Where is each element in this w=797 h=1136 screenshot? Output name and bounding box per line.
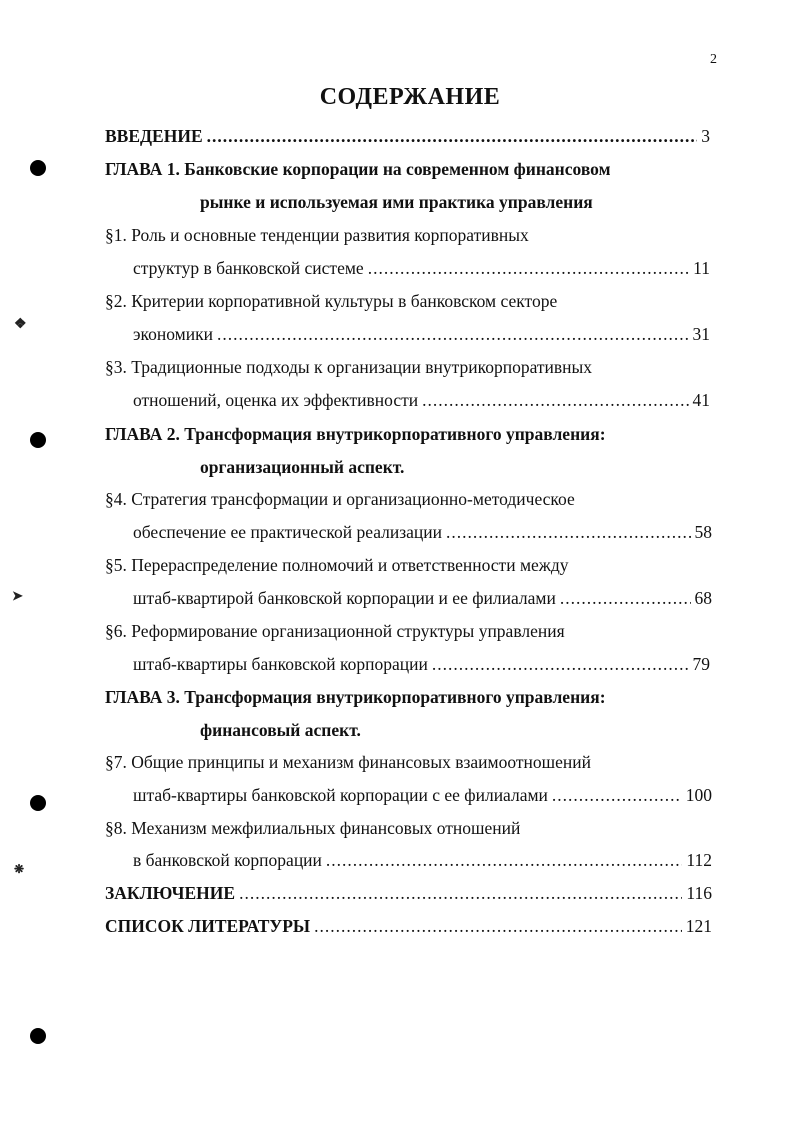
toc-entry-label: §1. Роль и основные тенденции развития корпоративных: [105, 225, 529, 245]
toc-section-7-line-1[interactable]: [105, 750, 591, 774]
dot-leader: [432, 652, 689, 676]
toc-entry-label: ГЛАВА 1. Банковские корпорации на современном финансовом: [105, 159, 611, 179]
toc-entry-label: §2. Критерии корпоративной культуры в банковском секторе: [105, 291, 558, 311]
toc-chapter-3-line-2[interactable]: [200, 718, 361, 742]
toc-page-number: 68: [694, 588, 712, 608]
toc-entry-conclusion[interactable]: [105, 881, 712, 905]
scan-speck: ❋: [14, 862, 25, 876]
toc-entry-label: ГЛАВА 2. Трансформация внутрикорпоративного управления:: [105, 424, 606, 444]
toc-page-number: 100: [685, 785, 712, 805]
toc-entry-label: §8. Механизм межфилиальных финансовых отношений: [105, 818, 521, 838]
toc-entry-label: структур в банковской системе: [133, 258, 364, 278]
toc-entry-label: §7. Общие принципы и механизм финансовых взаимоотношений: [105, 752, 591, 772]
dot-leader: [446, 520, 690, 544]
dot-leader: [239, 881, 682, 905]
toc-section-1-line-2[interactable]: [133, 256, 710, 280]
toc-entry-label: ВВЕДЕНИЕ: [105, 126, 203, 146]
toc-entry-label: штаб-квартиры банковской корпорации: [133, 654, 428, 674]
toc-section-4-line-2[interactable]: [133, 520, 712, 544]
toc-chapter-2-line-1[interactable]: [105, 422, 606, 446]
toc-entry-label: рынке и используемая ими практика управления: [200, 192, 593, 212]
dot-leader: [207, 124, 698, 148]
toc-page-number: 121: [685, 916, 712, 936]
toc-section-5-line-1[interactable]: [105, 553, 569, 577]
toc-entry-label: экономики: [133, 324, 213, 344]
toc-section-6-line-1[interactable]: [105, 619, 565, 643]
toc-section-3-line-2[interactable]: [133, 388, 710, 412]
page-number: 2: [710, 52, 717, 67]
toc-section-8-line-1[interactable]: [105, 816, 520, 840]
toc-chapter-1-line-2[interactable]: [200, 190, 593, 214]
toc-entry-intro[interactable]: [105, 124, 710, 148]
toc-section-1-line-1[interactable]: [105, 223, 529, 247]
toc-entry-label: обеспечение ее практической реализации: [133, 522, 443, 542]
toc-entry-label: организационный аспект.: [200, 457, 405, 477]
toc-entry-label: штаб-квартирой банковской корпорации и ее филиалами: [133, 588, 556, 608]
dot-leader: [422, 388, 688, 412]
dot-leader: [326, 848, 682, 872]
toc-entry-label: СПИСОК ЛИТЕРАТУРЫ: [105, 916, 311, 936]
toc-entry-label: §4. Стратегия трансформации и организационно-методическое: [105, 489, 575, 509]
toc-section-6-line-2[interactable]: [133, 652, 710, 676]
toc-page-number: 79: [692, 654, 710, 674]
toc-entry-label: штаб-квартиры банковской корпорации с ее филиалами: [133, 785, 548, 805]
dot-leader: [217, 322, 689, 346]
toc-section-7-line-2[interactable]: [133, 783, 712, 807]
binder-hole-mark: [30, 432, 46, 448]
binder-hole-mark: [30, 160, 46, 176]
toc-page-number: 58: [694, 522, 712, 542]
toc-page-number: 11: [693, 258, 710, 278]
scan-speck: ❖: [14, 317, 27, 332]
page-title: СОДЕРЖАНИЕ: [319, 84, 501, 110]
toc-entry-label: отношений, оценка их эффективности: [133, 390, 419, 410]
toc-section-2-line-1[interactable]: [105, 289, 557, 313]
dot-leader: [368, 256, 689, 280]
toc-page-number: 3: [701, 126, 710, 146]
toc-section-8-line-2[interactable]: [133, 848, 712, 872]
toc-entry-label: ЗАКЛЮЧЕНИЕ: [105, 883, 236, 903]
toc-page-number: 116: [686, 883, 712, 903]
toc-page-number: 112: [686, 850, 712, 870]
toc-entry-references[interactable]: [105, 914, 712, 938]
toc-entry-label: §6. Реформирование организационной структуры управления: [105, 621, 565, 641]
binder-hole-mark: [30, 795, 46, 811]
toc-chapter-1-line-1[interactable]: [105, 157, 611, 181]
toc-entry-label: ГЛАВА 3. Трансформация внутрикорпоративного управления:: [105, 687, 606, 707]
toc-page-number: 41: [692, 390, 710, 410]
toc-chapter-2-line-2[interactable]: [200, 455, 404, 479]
toc-page-number: 31: [692, 324, 710, 344]
toc-chapter-3-line-1[interactable]: [105, 685, 606, 709]
scan-speck: ➤: [12, 588, 23, 603]
toc-section-4-line-1[interactable]: [105, 487, 575, 511]
toc-entry-label: §3. Традиционные подходы к организации внутрикорпоративных: [105, 357, 593, 377]
toc-section-3-line-1[interactable]: [105, 355, 592, 379]
toc-entry-label: финансовый аспект.: [200, 720, 361, 740]
toc-section-2-line-2[interactable]: [133, 322, 710, 346]
dot-leader: [552, 783, 682, 807]
toc-section-5-line-2[interactable]: [133, 586, 712, 610]
dot-leader: [560, 586, 691, 610]
toc-entry-label: §5. Перераспределение полномочий и ответственности между: [105, 555, 569, 575]
dot-leader: [314, 914, 682, 938]
toc-entry-label: в банковской корпорации: [133, 850, 322, 870]
binder-hole-mark: [30, 1028, 46, 1044]
